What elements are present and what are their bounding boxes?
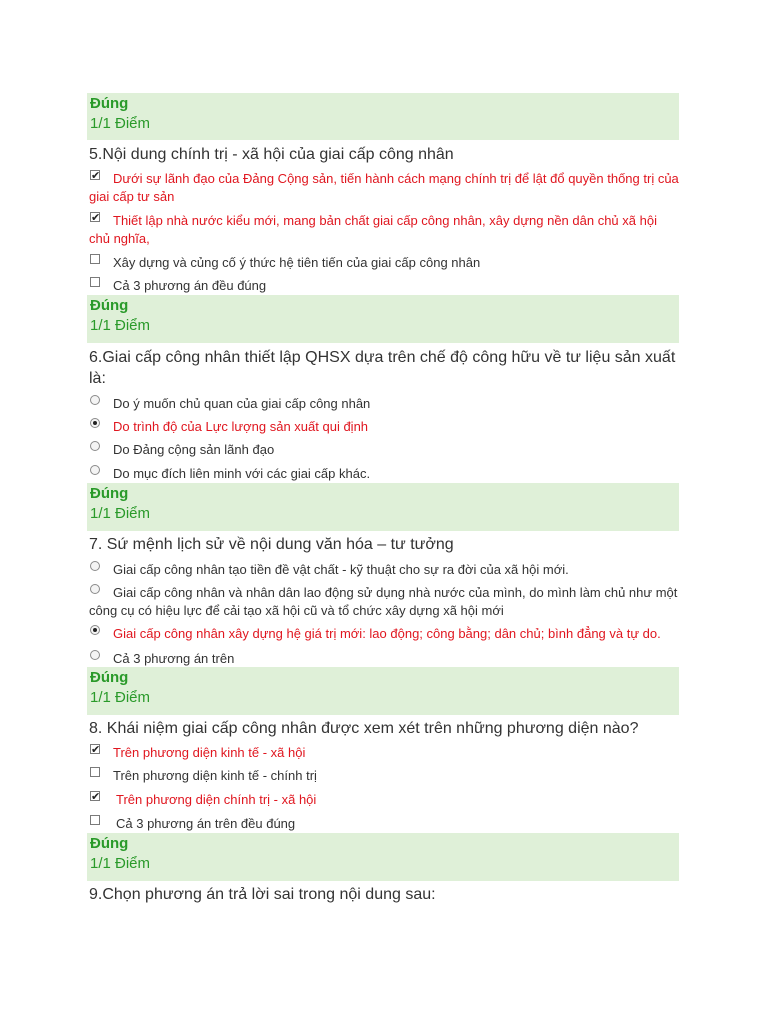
option-text: Do ý muốn chủ quan của giai cấp công nhân: [113, 396, 371, 411]
q7-option-4[interactable]: [89, 650, 679, 668]
option-text: Cả 3 phương án trên: [113, 651, 235, 666]
q7-option-2[interactable]: [89, 584, 679, 620]
q6-option-3[interactable]: [89, 441, 679, 459]
result-label: Đúng: [90, 95, 129, 112]
result-score: 1/1 Điểm: [90, 689, 151, 706]
result-banner: [87, 833, 679, 881]
result-label: Đúng: [90, 669, 129, 686]
option-text: Trên phương diện kinh tế - xã hội: [113, 745, 306, 760]
checkbox-checked-icon[interactable]: ✔: [91, 211, 101, 224]
result-banner: [87, 93, 679, 140]
q8-option-2[interactable]: [89, 767, 679, 785]
option-text: Thiết lập nhà nước kiểu mới, mang bản chất giai cấp công nhân, xây dựng nền dân chủ xã hội chủ nghĩa,: [89, 213, 657, 246]
option-text: Xây dựng và củng cố ý thức hệ tiên tiến của giai cấp công nhân: [113, 255, 481, 270]
q6-option-1[interactable]: [89, 395, 679, 413]
result-banner: [87, 483, 679, 531]
question-7-title: 7. Sứ mệnh lịch sử về nội dung văn hóa – tư tưởng: [89, 536, 454, 553]
result-label: Đúng: [90, 835, 129, 852]
q8-option-1[interactable]: [89, 744, 679, 762]
result-score: 1/1 Điểm: [90, 115, 151, 132]
radio-icon[interactable]: [90, 584, 100, 594]
radio-icon[interactable]: [90, 441, 100, 451]
result-label: Đúng: [90, 485, 129, 502]
checkbox-icon[interactable]: [90, 767, 100, 777]
option-text: Giai cấp công nhân tạo tiền đề vật chất - kỹ thuật cho sự ra đời của xã hội mới.: [113, 562, 569, 577]
q6-option-4[interactable]: [89, 465, 679, 483]
q5-option-1[interactable]: [89, 170, 679, 206]
checkbox-checked-icon[interactable]: ✔: [91, 790, 101, 803]
q5-option-2[interactable]: [89, 212, 679, 248]
option-text: Dưới sự lãnh đạo của Đảng Cộng sản, tiến hành cách mạng chính trị để lật đổ quyền thống trị của giai cấp tư sản: [89, 171, 679, 204]
q6-option-2[interactable]: [89, 418, 679, 436]
radio-selected-icon[interactable]: [90, 625, 100, 635]
question-8-title: 8. Khái niệm giai cấp công nhân được xem xét trên những phương diện nào?: [89, 720, 639, 737]
result-score: 1/1 Điểm: [90, 855, 151, 872]
option-text: Trên phương diện chính trị - xã hội: [116, 792, 317, 807]
option-text: Do Đảng cộng sản lãnh đạo: [113, 442, 275, 457]
q5-option-4[interactable]: [89, 277, 679, 295]
question-9-title: 9.Chọn phương án trả lời sai trong nội dung sau:: [89, 886, 436, 903]
checkbox-checked-icon[interactable]: ✔: [91, 743, 101, 756]
option-text: Giai cấp công nhân và nhân dân lao động sử dụng nhà nước của mình, do mình làm chủ như một công cụ có hiệu lực để cải tạo xã hội cũ và tổ chức xây dựng xã hội mới: [89, 585, 678, 618]
q8-option-4[interactable]: [89, 815, 679, 833]
question-6-title: 6.Giai cấp công nhân thiết lập QHSX dựa trên chế độ công hữu về tư liệu sản xuất là:: [89, 349, 676, 387]
result-banner: [87, 667, 679, 715]
checkbox-icon[interactable]: [90, 815, 100, 825]
result-score: 1/1 Điểm: [90, 317, 151, 334]
radio-icon[interactable]: [90, 395, 100, 405]
question-5-title: 5.Nội dung chính trị - xã hội của giai cấp công nhân: [89, 146, 454, 163]
checkbox-checked-icon[interactable]: ✔: [91, 169, 101, 182]
checkbox-icon[interactable]: [90, 254, 100, 264]
checkbox-icon[interactable]: [90, 277, 100, 287]
option-text: Trên phương diện kinh tế - chính trị: [113, 768, 317, 783]
q8-option-3[interactable]: [89, 791, 679, 809]
option-text: Cả 3 phương án đều đúng: [113, 278, 267, 293]
radio-icon[interactable]: [90, 561, 100, 571]
option-text: Do mục đích liên minh với các giai cấp khác.: [113, 466, 371, 481]
result-score: 1/1 Điểm: [90, 505, 151, 522]
option-text: Cả 3 phương án trên đều đúng: [116, 816, 296, 831]
option-text: Giai cấp công nhân xây dựng hệ giá trị mới: lao động; công bằng; dân chủ; bình đẳng và tự do.: [113, 626, 661, 641]
option-text: Do trình độ của Lực lượng sản xuất qui định: [113, 419, 369, 434]
radio-icon[interactable]: [90, 650, 100, 660]
result-banner: [87, 295, 679, 343]
result-label: Đúng: [90, 297, 129, 314]
q7-option-1[interactable]: [89, 561, 679, 579]
q7-option-3[interactable]: [89, 625, 679, 643]
radio-selected-icon[interactable]: [90, 418, 100, 428]
radio-icon[interactable]: [90, 465, 100, 475]
q5-option-3[interactable]: [89, 254, 679, 272]
